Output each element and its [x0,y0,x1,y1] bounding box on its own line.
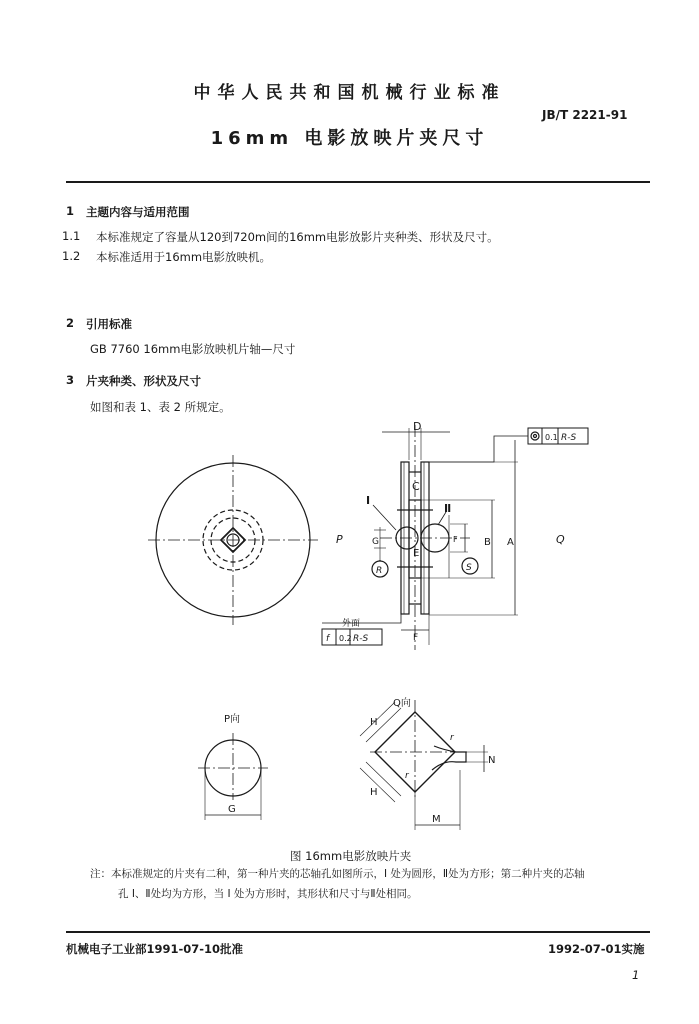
section-1-title: 主题内容与适用范围 [86,205,190,219]
label-I: I [366,494,371,507]
standard-number: JB/T 2221-91 [542,108,628,122]
section-3-title: 片夹种类、形状及尺寸 [86,374,201,388]
document-title: 16mm 电影放映片夹尺寸 [210,128,489,149]
label-G: G [228,804,236,815]
label-H-top: H [370,717,378,728]
label-F-bottom: F [413,633,419,643]
section-3-text: 如图和表 1、表 2 所规定。 [90,400,231,414]
label-N: N [488,755,496,766]
label-II: Ⅱ [444,502,452,515]
clause-1-2-number: 1.2 [62,249,81,263]
label-D: D [413,420,422,433]
label-F: F [453,535,458,544]
label-H-bottom: H [370,787,378,798]
section-2-number: 2 [66,316,75,330]
figure-caption: 图 16mm电影放映片夹 [290,849,412,863]
q-view-label: Q向 [393,698,411,709]
datum-S-label: S [466,563,472,573]
label-B: B [484,537,491,548]
section-3-number: 3 [66,373,75,387]
page-number: 1 [632,968,640,982]
section-2-title: 引用标准 [86,317,132,331]
section-1-number: 1 [66,204,75,218]
figure-note-line-2: 孔 I、Ⅱ处均为方形，当 I 处为方形时，其形状和尺寸与Ⅱ处相同。 [118,888,418,900]
p-view-label: P向 [224,714,241,725]
label-P: P [336,533,343,546]
label-Q: Q [556,533,565,546]
label-G-side: G [372,537,379,547]
tol-bottom-symbol: f [326,634,330,644]
outer-face-label: 外面 [342,619,361,629]
clause-1-1-number: 1.1 [62,229,81,243]
tol-bottom-value: 0.2 [339,634,352,643]
label-C: C [412,480,420,493]
approval-line: 机械电子工业部1991-07-10批准 [66,942,244,956]
tol-bottom-datum: R-S [353,634,369,644]
label-r-top: r [450,733,454,743]
tol-top-datum: R-S [561,433,577,443]
label-A: A [507,537,514,548]
clause-1-1-text: 本标准规定了容量从120到720m间的16mm电影放影片夹种类、形状及尺寸。 [96,230,499,244]
figure-note-line-1: 注：本标准规定的片夹有二种，第一种片夹的芯轴孔如图所示，I 处为圆形，Ⅱ处为方形；第二种片夹的芯轴 [90,868,585,880]
effective-date: 1992-07-01实施 [548,942,645,956]
footer-rule [66,931,650,933]
label-E: E [413,548,420,559]
referenced-standard: GB 7760 16mm电影放映机片轴—尺寸 [90,342,296,356]
label-M: M [432,814,441,825]
clause-1-2-text: 本标准适用于16mm电影放映机。 [96,250,272,264]
label-r-inner: r [405,771,409,781]
org-title: 中华人民共和国机械行业标准 [193,83,506,103]
datum-R-label: R [376,566,383,576]
tol-top-value: 0.1 [545,433,558,442]
